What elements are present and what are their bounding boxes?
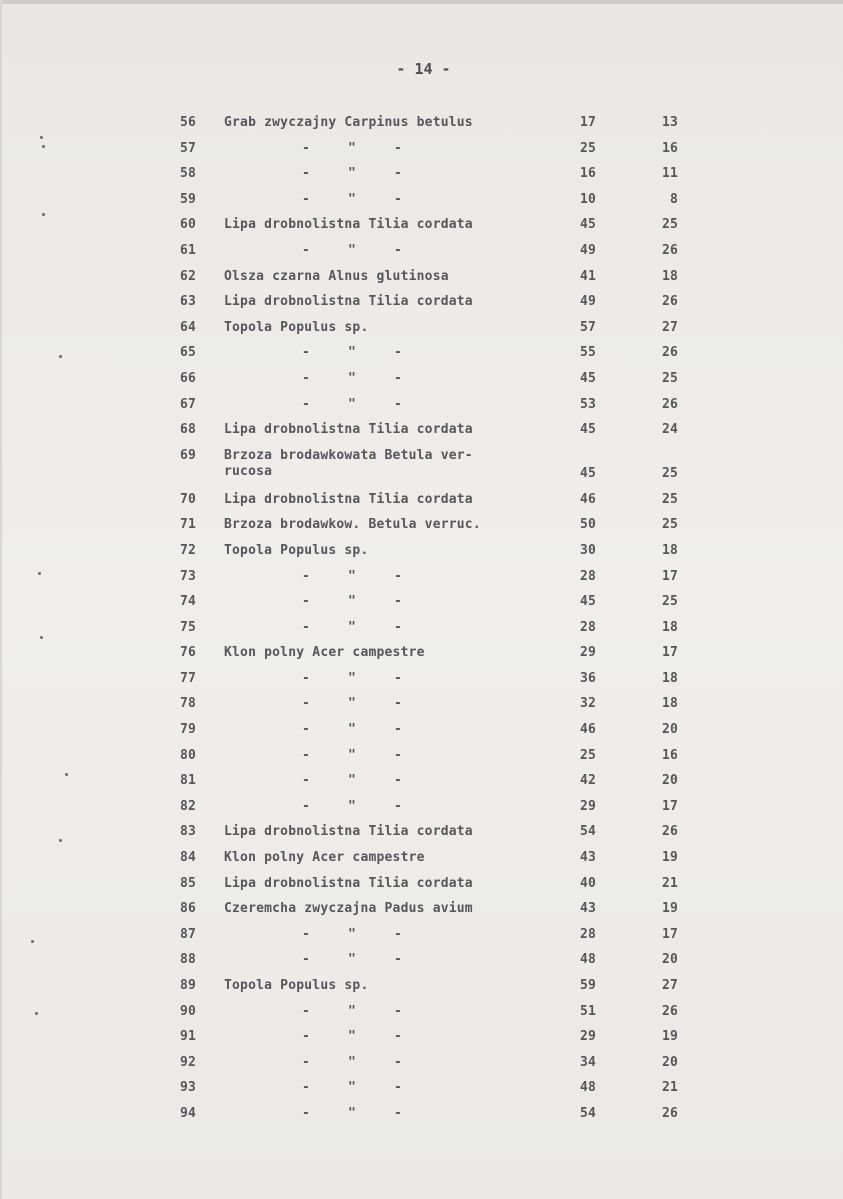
scan-speck [42, 213, 45, 216]
species-name-line: Lipa drobnolistna Tilia cordata [224, 824, 473, 840]
value-column-2: 17 [661, 645, 678, 661]
value-column-1: 51 [579, 1003, 596, 1019]
value-column-2: 26 [661, 1105, 678, 1121]
ditto-mark-part: - [393, 1054, 402, 1070]
table-row [2, 138, 843, 164]
value-column-2: 16 [661, 747, 678, 763]
value-column-2: 25 [661, 517, 678, 533]
ditto-mark-part: - [302, 619, 311, 635]
table-row [2, 566, 843, 592]
value-column-1: 29 [579, 798, 596, 814]
ditto-mark-part: - [302, 952, 311, 968]
value-column-2: 26 [661, 1003, 678, 1019]
ditto-mark-part: - [393, 370, 402, 386]
value-column-2: 26 [661, 294, 678, 310]
ditto-mark-part: " [347, 568, 357, 584]
row-number: 84 [180, 850, 197, 866]
ditto-mark-part: - [302, 926, 311, 942]
ditto-mark-part: - [302, 696, 311, 712]
value-column-2: 26 [661, 396, 678, 412]
ditto-mark-part: " [347, 619, 357, 635]
ditto-mark [302, 773, 402, 788]
ditto-mark [302, 594, 402, 609]
value-column-1: 28 [579, 926, 596, 942]
row-number: 83 [180, 824, 197, 840]
value-column-1: 46 [579, 722, 596, 738]
table-row [2, 1001, 843, 1027]
row-number: 64 [180, 319, 197, 335]
value-column-1: 41 [579, 268, 596, 284]
species-name [224, 850, 425, 866]
ditto-mark-part: " [347, 926, 357, 942]
value-column-1: 45 [579, 594, 596, 610]
ditto-mark-part: - [302, 242, 311, 258]
species-name-line: Brzoza brodawkowata Betula ver- [224, 447, 473, 463]
scan-speck [59, 839, 62, 842]
value-column-2: 26 [661, 345, 678, 361]
table-row [2, 668, 843, 694]
row-number: 62 [180, 268, 197, 284]
ditto-mark-part: - [393, 242, 402, 258]
row-number: 57 [180, 140, 197, 156]
row-number: 87 [180, 926, 197, 942]
table-row [2, 368, 843, 394]
ditto-mark-part: " [347, 1003, 357, 1019]
ditto-mark [302, 748, 402, 763]
table-row [2, 949, 843, 975]
species-name-line: Topola Populus sp. [224, 978, 369, 993]
row-number: 79 [180, 722, 197, 738]
species-name-line: Czeremcha zwyczajna Padus avium [224, 901, 473, 917]
row-number: 61 [180, 242, 197, 258]
scan-speck [59, 355, 62, 358]
value-column-2: 18 [661, 670, 678, 686]
value-column-1: 54 [579, 1105, 596, 1121]
ditto-mark-part: " [347, 1080, 357, 1096]
table-row [2, 642, 843, 668]
ditto-mark-part: - [393, 166, 402, 182]
row-number: 68 [180, 422, 197, 438]
table-row [2, 873, 843, 899]
row-number: 66 [180, 370, 197, 386]
value-column-2: 21 [661, 1080, 678, 1096]
value-column-1: 36 [579, 670, 596, 686]
row-number: 80 [180, 747, 197, 763]
row-number: 69 [180, 447, 197, 463]
value-column-1: 32 [579, 696, 596, 712]
table-row [2, 796, 843, 822]
species-name [224, 901, 473, 917]
value-column-1: 28 [579, 619, 596, 635]
ditto-mark-part: " [347, 166, 357, 182]
value-column-2: 11 [661, 166, 678, 182]
table-row [2, 445, 843, 489]
table-row [2, 540, 843, 566]
ditto-mark-part: - [302, 798, 311, 814]
species-name-line: Lipa drobnolistna Tilia cordata [224, 294, 473, 310]
table-row [2, 163, 843, 189]
table-row [2, 394, 843, 420]
ditto-mark-part: - [302, 370, 311, 386]
value-column-1: 48 [579, 952, 596, 968]
value-column-1: 42 [579, 773, 596, 789]
value-column-1: 50 [579, 517, 596, 533]
species-name-line: Lipa drobnolistna Tilia cordata [224, 875, 473, 891]
value-column-2: 26 [661, 824, 678, 840]
scan-speck [31, 940, 34, 943]
ditto-mark [302, 671, 402, 686]
species-name-line: Lipa drobnolistna Tilia cordata [224, 491, 473, 507]
value-column-1: 49 [579, 294, 596, 310]
ditto-mark-part: - [393, 140, 402, 156]
ditto-mark-part: " [347, 370, 357, 386]
value-column-1: 48 [579, 1080, 596, 1096]
value-column-2: 19 [661, 901, 678, 917]
ditto-mark-part: - [302, 1003, 311, 1019]
value-column-2: 25 [661, 594, 678, 610]
value-column-2: 27 [661, 319, 678, 335]
ditto-mark-part: - [393, 773, 402, 789]
value-column-1: 45 [579, 422, 596, 438]
ditto-mark [302, 397, 402, 412]
value-column-1: 45 [579, 370, 596, 386]
species-name [224, 824, 473, 840]
value-column-1: 45 [579, 465, 596, 481]
value-column-2: 25 [661, 465, 678, 481]
ditto-mark-part: " [347, 1054, 357, 1070]
row-number: 56 [180, 115, 197, 130]
row-number: 89 [180, 978, 197, 993]
value-column-1: 25 [579, 747, 596, 763]
ditto-mark [302, 1004, 402, 1019]
value-column-1: 10 [579, 191, 596, 207]
scan-speck [42, 145, 45, 148]
row-number: 81 [180, 773, 197, 789]
value-column-1: 25 [579, 140, 596, 156]
row-number: 88 [180, 952, 197, 968]
ditto-mark-part: " [347, 696, 357, 712]
table-row [2, 342, 843, 368]
ditto-mark [302, 243, 402, 258]
table-row [2, 1077, 843, 1103]
value-column-2: 20 [661, 1054, 678, 1070]
ditto-mark-part: " [347, 140, 357, 156]
ditto-mark-part: - [302, 670, 311, 686]
species-name [224, 294, 473, 310]
value-column-2: 16 [661, 140, 678, 156]
value-column-2: 18 [661, 268, 678, 284]
ditto-mark-part: - [393, 1029, 402, 1045]
species-name-line: Lipa drobnolistna Tilia cordata [224, 217, 473, 233]
ditto-mark-part: - [393, 952, 402, 968]
ditto-mark-part: - [393, 345, 402, 361]
table-row [2, 975, 843, 1001]
table-row [2, 112, 843, 138]
value-column-2: 17 [661, 926, 678, 942]
value-column-1: 30 [579, 542, 596, 558]
table-row [2, 489, 843, 515]
species-name [224, 978, 368, 994]
species-name-line: Topola Populus sp. [224, 542, 369, 558]
ditto-mark [302, 722, 402, 737]
ditto-mark-part: - [302, 191, 311, 207]
species-name [224, 115, 473, 131]
ditto-mark-part: " [347, 345, 357, 361]
ditto-mark-part: - [302, 1080, 311, 1096]
ditto-mark [302, 192, 402, 207]
row-number: 67 [180, 396, 197, 412]
value-column-1: 17 [579, 115, 596, 130]
ditto-mark [302, 1029, 402, 1044]
value-column-2: 17 [661, 798, 678, 814]
ditto-mark-part: - [393, 594, 402, 610]
species-name-line: Grab zwyczajny Carpinus betulus [224, 115, 473, 130]
value-column-1: 40 [579, 875, 596, 891]
species-name-line: Klon polny Acer campestre [224, 850, 425, 866]
species-name-line: Brzoza brodawkow. Betula verruc. [224, 517, 481, 533]
scan-speck [40, 636, 43, 639]
table-row [2, 419, 843, 445]
ditto-mark [302, 345, 402, 360]
table-row [2, 240, 843, 266]
row-number: 65 [180, 345, 197, 361]
ditto-mark-part: - [302, 747, 311, 763]
value-column-2: 19 [661, 850, 678, 866]
row-number: 76 [180, 645, 197, 661]
ditto-mark-part: - [393, 696, 402, 712]
species-name [224, 492, 473, 508]
ditto-mark-part: - [393, 1105, 402, 1121]
species-name [224, 517, 481, 533]
ditto-mark [302, 696, 402, 711]
ditto-mark [302, 1106, 402, 1121]
ditto-mark-part: - [393, 747, 402, 763]
species-name [224, 422, 473, 438]
ditto-mark-part: " [347, 594, 357, 610]
ditto-mark [302, 166, 402, 181]
table-row [2, 1026, 843, 1052]
ditto-mark-part: - [302, 396, 311, 412]
value-column-1: 59 [579, 978, 596, 993]
table-row [2, 719, 843, 745]
page-top-edge [2, 0, 843, 4]
row-number: 94 [180, 1105, 197, 1121]
ditto-mark-part: " [347, 798, 357, 814]
value-column-2: 27 [661, 978, 678, 993]
value-column-1: 43 [579, 901, 596, 917]
species-name [224, 645, 425, 661]
ditto-mark-part: " [347, 1105, 357, 1121]
row-number: 71 [180, 517, 197, 533]
table-row [2, 291, 843, 317]
ditto-mark-part: - [302, 1105, 311, 1121]
row-number: 58 [180, 166, 197, 182]
ditto-mark-part: - [393, 926, 402, 942]
page-number: - 14 - [396, 60, 451, 78]
table-row [2, 847, 843, 873]
value-column-2: 24 [661, 422, 678, 438]
species-name [224, 543, 368, 559]
row-number: 59 [180, 191, 197, 207]
row-number: 91 [180, 1029, 197, 1045]
ditto-mark-part: " [347, 670, 357, 686]
row-number: 70 [180, 491, 197, 507]
species-name [224, 217, 473, 233]
ditto-mark-part: - [393, 1003, 402, 1019]
ditto-mark [302, 799, 402, 814]
table-row [2, 693, 843, 719]
row-number: 60 [180, 217, 197, 233]
species-name [224, 448, 473, 480]
ditto-mark-part: - [393, 191, 402, 207]
value-column-1: 43 [579, 850, 596, 866]
species-name [224, 269, 449, 285]
table-row [2, 745, 843, 771]
ditto-mark-part: - [302, 568, 311, 584]
scan-speck [35, 1012, 38, 1015]
row-number: 75 [180, 619, 197, 635]
value-column-1: 46 [579, 491, 596, 507]
value-column-2: 18 [661, 619, 678, 635]
ditto-mark-part: - [302, 722, 311, 738]
ditto-mark-part: " [347, 952, 357, 968]
table-row [2, 189, 843, 215]
table-row [2, 898, 843, 924]
ditto-mark [302, 1055, 402, 1070]
table-row [2, 317, 843, 343]
row-number: 93 [180, 1080, 197, 1096]
table-row [2, 214, 843, 240]
value-column-2: 19 [661, 1029, 678, 1045]
ditto-mark-part: - [393, 568, 402, 584]
species-name-line: Olsza czarna Alnus glutinosa [224, 268, 449, 284]
ditto-mark-part: - [393, 670, 402, 686]
value-column-2: 18 [661, 542, 678, 558]
row-number: 74 [180, 594, 197, 610]
row-number: 73 [180, 568, 197, 584]
ditto-mark-part: - [302, 594, 311, 610]
ditto-mark-part: " [347, 722, 357, 738]
ditto-mark-part: " [347, 747, 357, 763]
value-column-2: 25 [661, 491, 678, 507]
value-column-1: 53 [579, 396, 596, 412]
ditto-mark-part: - [393, 396, 402, 412]
value-column-1: 57 [579, 319, 596, 335]
ditto-mark [302, 620, 402, 635]
ditto-mark-part: " [347, 1029, 357, 1045]
row-number: 86 [180, 901, 197, 917]
row-number: 78 [180, 696, 197, 712]
value-column-2: 20 [661, 722, 678, 738]
ditto-mark-part: " [347, 773, 357, 789]
value-column-1: 28 [579, 568, 596, 584]
ditto-mark-part: - [302, 345, 311, 361]
row-number: 63 [180, 294, 197, 310]
species-name-line: rucosa [224, 463, 273, 479]
value-column-1: 45 [579, 217, 596, 233]
value-column-2: 13 [661, 115, 678, 130]
ditto-mark-part: " [347, 242, 357, 258]
species-name [224, 876, 473, 892]
ditto-mark [302, 927, 402, 942]
value-column-2: 25 [661, 217, 678, 233]
value-column-1: 16 [579, 166, 596, 182]
species-name-line: Lipa drobnolistna Tilia cordata [224, 422, 473, 438]
tree-inventory-table [2, 112, 843, 1129]
table-row [2, 1052, 843, 1078]
table-row [2, 266, 843, 292]
row-number: 77 [180, 670, 197, 686]
value-column-2: 25 [661, 370, 678, 386]
value-column-2: 20 [661, 773, 678, 789]
ditto-mark-part: - [393, 798, 402, 814]
value-column-1: 49 [579, 242, 596, 258]
ditto-mark-part: - [302, 140, 311, 156]
value-column-2: 21 [661, 875, 678, 891]
ditto-mark-part: " [347, 191, 357, 207]
row-number: 82 [180, 798, 197, 814]
ditto-mark-part: - [302, 773, 311, 789]
scan-speck [40, 136, 43, 139]
value-column-2: 18 [661, 696, 678, 712]
row-number: 90 [180, 1003, 197, 1019]
value-column-1: 34 [579, 1054, 596, 1070]
species-name-line: Topola Populus sp. [224, 319, 369, 335]
ditto-mark-part: - [393, 722, 402, 738]
ditto-mark [302, 1080, 402, 1095]
ditto-mark [302, 141, 402, 156]
value-column-1: 54 [579, 824, 596, 840]
ditto-mark [302, 371, 402, 386]
row-number: 92 [180, 1054, 197, 1070]
value-column-2: 17 [661, 568, 678, 584]
table-row [2, 821, 843, 847]
value-column-1: 55 [579, 345, 596, 361]
table-row [2, 617, 843, 643]
ditto-mark [302, 569, 402, 584]
ditto-mark-part: - [393, 619, 402, 635]
ditto-mark [302, 952, 402, 967]
value-column-1: 29 [579, 1029, 596, 1045]
value-column-2: 8 [669, 191, 678, 207]
table-row [2, 514, 843, 540]
ditto-mark-part: " [347, 396, 357, 412]
ditto-mark-part: - [393, 1080, 402, 1096]
ditto-mark-part: - [302, 1054, 311, 1070]
table-row [2, 591, 843, 617]
scan-speck [38, 572, 41, 575]
ditto-mark-part: - [302, 166, 311, 182]
table-row [2, 1103, 843, 1129]
species-name-line: Klon polny Acer campestre [224, 645, 425, 661]
row-number: 85 [180, 875, 197, 891]
row-number: 72 [180, 542, 197, 558]
table-row [2, 770, 843, 796]
ditto-mark-part: - [302, 1029, 311, 1045]
value-column-2: 26 [661, 242, 678, 258]
scan-speck [65, 773, 68, 776]
table-row [2, 924, 843, 950]
species-name [224, 320, 368, 336]
value-column-1: 29 [579, 645, 596, 661]
value-column-2: 20 [661, 952, 678, 968]
